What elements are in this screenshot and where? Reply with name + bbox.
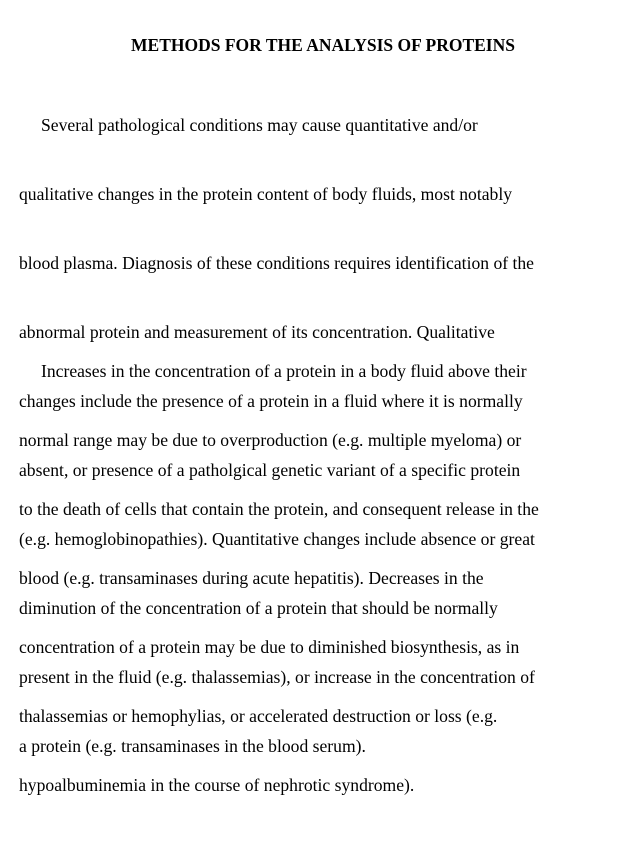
- paragraph-line: absent, or presence of a patholgical genetic variant of a specific protein: [19, 460, 521, 480]
- paragraph-line: thalassemias or hemophylias, or accelerated destruction or loss (e.g.: [19, 706, 498, 726]
- paragraph-line: to the death of cells that contain the protein, and consequent release in the: [19, 499, 539, 519]
- paragraph-line: normal range may be due to overproduction (e.g. multiple myeloma) or: [19, 430, 522, 450]
- paragraph-line: hypoalbuminemia in the course of nephrotic syndrome).: [19, 775, 415, 795]
- paragraph-line: qualitative changes in the protein content of body fluids, most notably: [19, 184, 513, 204]
- paragraph-line: abnormal protein and measurement of its concentration. Qualitative: [19, 322, 495, 342]
- paragraph-line: blood plasma. Diagnosis of these conditions requires identification of the: [19, 253, 534, 273]
- document-title: METHODS FOR THE ANALYSIS OF PROTEINS: [131, 35, 515, 55]
- paragraph-line: (e.g. hemoglobinopathies). Quantitative changes include absence or great: [19, 529, 535, 549]
- paragraph-line: concentration of a protein may be due to diminished biosynthesis, as in: [19, 637, 520, 657]
- paragraph-line: diminution of the concentration of a protein that should be normally: [19, 598, 498, 618]
- paragraph-line: a protein (e.g. transaminases in the blood serum).: [19, 736, 366, 756]
- paragraph-line: present in the fluid (e.g. thalassemias), or increase in the concentration of: [19, 667, 535, 687]
- paragraph-line: Several pathological conditions may cause quantitative and/or: [19, 115, 478, 135]
- paragraph-line: changes include the presence of a protein in a fluid where it is normally: [19, 391, 523, 411]
- paragraph-line: blood (e.g. transaminases during acute hepatitis). Decreases in the: [19, 568, 484, 588]
- paragraph-2: [19, 314, 539, 843]
- paragraph-line: Increases in the concentration of a protein in a body fluid above their: [19, 361, 527, 381]
